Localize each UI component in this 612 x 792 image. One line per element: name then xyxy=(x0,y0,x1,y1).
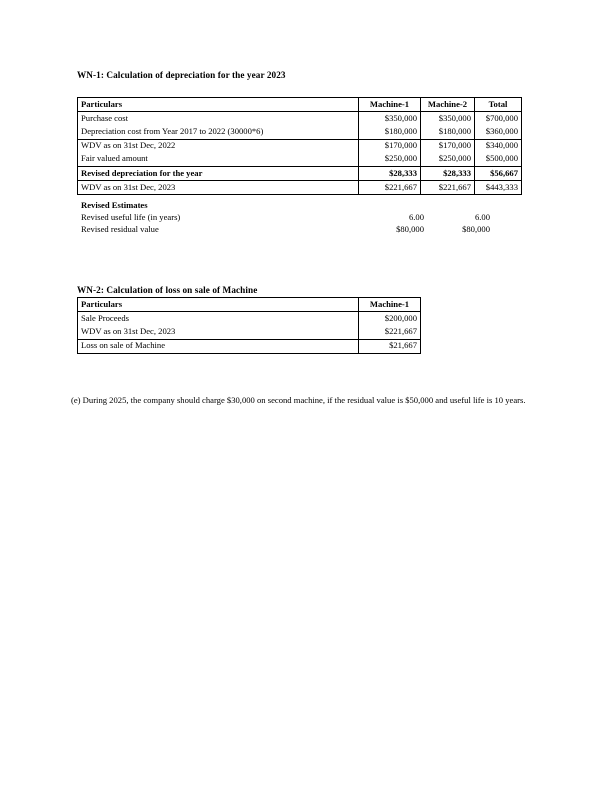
wn2-table-body xyxy=(78,298,421,354)
wn1-col-machine-1: Machine-1 xyxy=(359,98,421,112)
revised-estimates-label: Revised residual value xyxy=(81,224,159,235)
wn1-depreciation-table xyxy=(77,97,522,195)
wn2-row-label: WDV as on 31st Dec, 2023 xyxy=(78,325,359,339)
wn1-row-machine-2: $170,000 xyxy=(421,139,475,153)
wn1-row-machine-1: $221,667 xyxy=(359,181,421,195)
table-row xyxy=(78,112,522,126)
wn2-row-label: Loss on sale of Machine xyxy=(78,339,359,353)
wn1-row-total: $443,333 xyxy=(475,181,522,195)
revised-estimates-row xyxy=(77,211,521,223)
wn2-loss-on-sale-table xyxy=(77,297,421,354)
wn1-row-machine-2: $28,333 xyxy=(421,166,475,180)
wn1-row-total: $500,000 xyxy=(475,153,522,167)
closing-note-paragraph: (e) During 2025, the company should charge $30,000 on second machine, if the residual value is $50,000 and useful life is 10 years. xyxy=(71,395,526,405)
wn1-row-machine-2: $221,667 xyxy=(421,181,475,195)
wn1-row-label: Purchase cost xyxy=(78,112,359,126)
wn2-col-particulars: Particulars xyxy=(78,298,359,312)
wn1-row-label: Depreciation cost from Year 2017 to 2022 (30000*6) xyxy=(78,125,359,139)
wn1-row-machine-1: $170,000 xyxy=(359,139,421,153)
wn1-header-row xyxy=(78,98,522,112)
table-row xyxy=(78,139,522,153)
wn1-row-total: $56,667 xyxy=(475,166,522,180)
revised-estimates-row xyxy=(77,223,521,235)
revised-estimates-machine-1: 6.00 xyxy=(408,212,424,222)
wn1-row-total: $360,000 xyxy=(475,125,522,139)
revised-estimates-machine-1: $80,000 xyxy=(396,224,424,235)
wn1-row-machine-2: $350,000 xyxy=(421,112,475,126)
wn1-row-machine-1: $180,000 xyxy=(359,125,421,139)
wn2-header-row xyxy=(78,298,421,312)
revised-estimates-machine-2: $80,000 xyxy=(462,224,490,235)
wn1-row-total: $700,000 xyxy=(475,112,522,126)
table-row xyxy=(78,153,522,167)
wn1-row-label: WDV as on 31st Dec, 2022 xyxy=(78,139,359,153)
table-row xyxy=(78,125,522,139)
wn1-row-machine-1: $350,000 xyxy=(359,112,421,126)
wn1-row-machine-2: $180,000 xyxy=(421,125,475,139)
table-row-total xyxy=(78,166,522,180)
wn1-heading: WN-1: Calculation of depreciation for the year 2023 xyxy=(77,70,286,80)
revised-estimates-label: Revised useful life (in years) xyxy=(81,212,181,222)
wn1-row-label: Fair valued amount xyxy=(78,153,359,167)
revised-estimates-machine-2: 6.00 xyxy=(474,212,490,222)
wn1-col-total: Total xyxy=(475,98,522,112)
wn2-row-machine-1: $221,667 xyxy=(359,325,421,339)
wn2-row-machine-1: $200,000 xyxy=(359,312,421,326)
wn1-col-particulars: Particulars xyxy=(78,98,359,112)
wn1-row-machine-2: $250,000 xyxy=(421,153,475,167)
wn1-row-machine-1: $250,000 xyxy=(359,153,421,167)
wn1-row-machine-1: $28,333 xyxy=(359,166,421,180)
wn1-col-machine-2: Machine-2 xyxy=(421,98,475,112)
wn1-row-label: WDV as on 31st Dec, 2023 xyxy=(78,181,359,195)
table-row xyxy=(78,325,421,339)
revised-estimates-title: Revised Estimates xyxy=(81,200,148,210)
table-row xyxy=(78,312,421,326)
table-row xyxy=(78,181,522,195)
wn1-row-label: Revised depreciation for the year xyxy=(78,166,359,180)
wn2-row-label: Sale Proceeds xyxy=(78,312,359,326)
wn1-row-total: $340,000 xyxy=(475,139,522,153)
wn2-col-machine-1: Machine-1 xyxy=(359,298,421,312)
wn1-table-body xyxy=(78,98,522,195)
revised-estimates-block xyxy=(77,199,521,236)
table-row xyxy=(78,339,421,353)
wn2-heading: WN-2: Calculation of loss on sale of Machine xyxy=(77,285,258,295)
wn2-row-machine-1: $21,667 xyxy=(359,339,421,353)
